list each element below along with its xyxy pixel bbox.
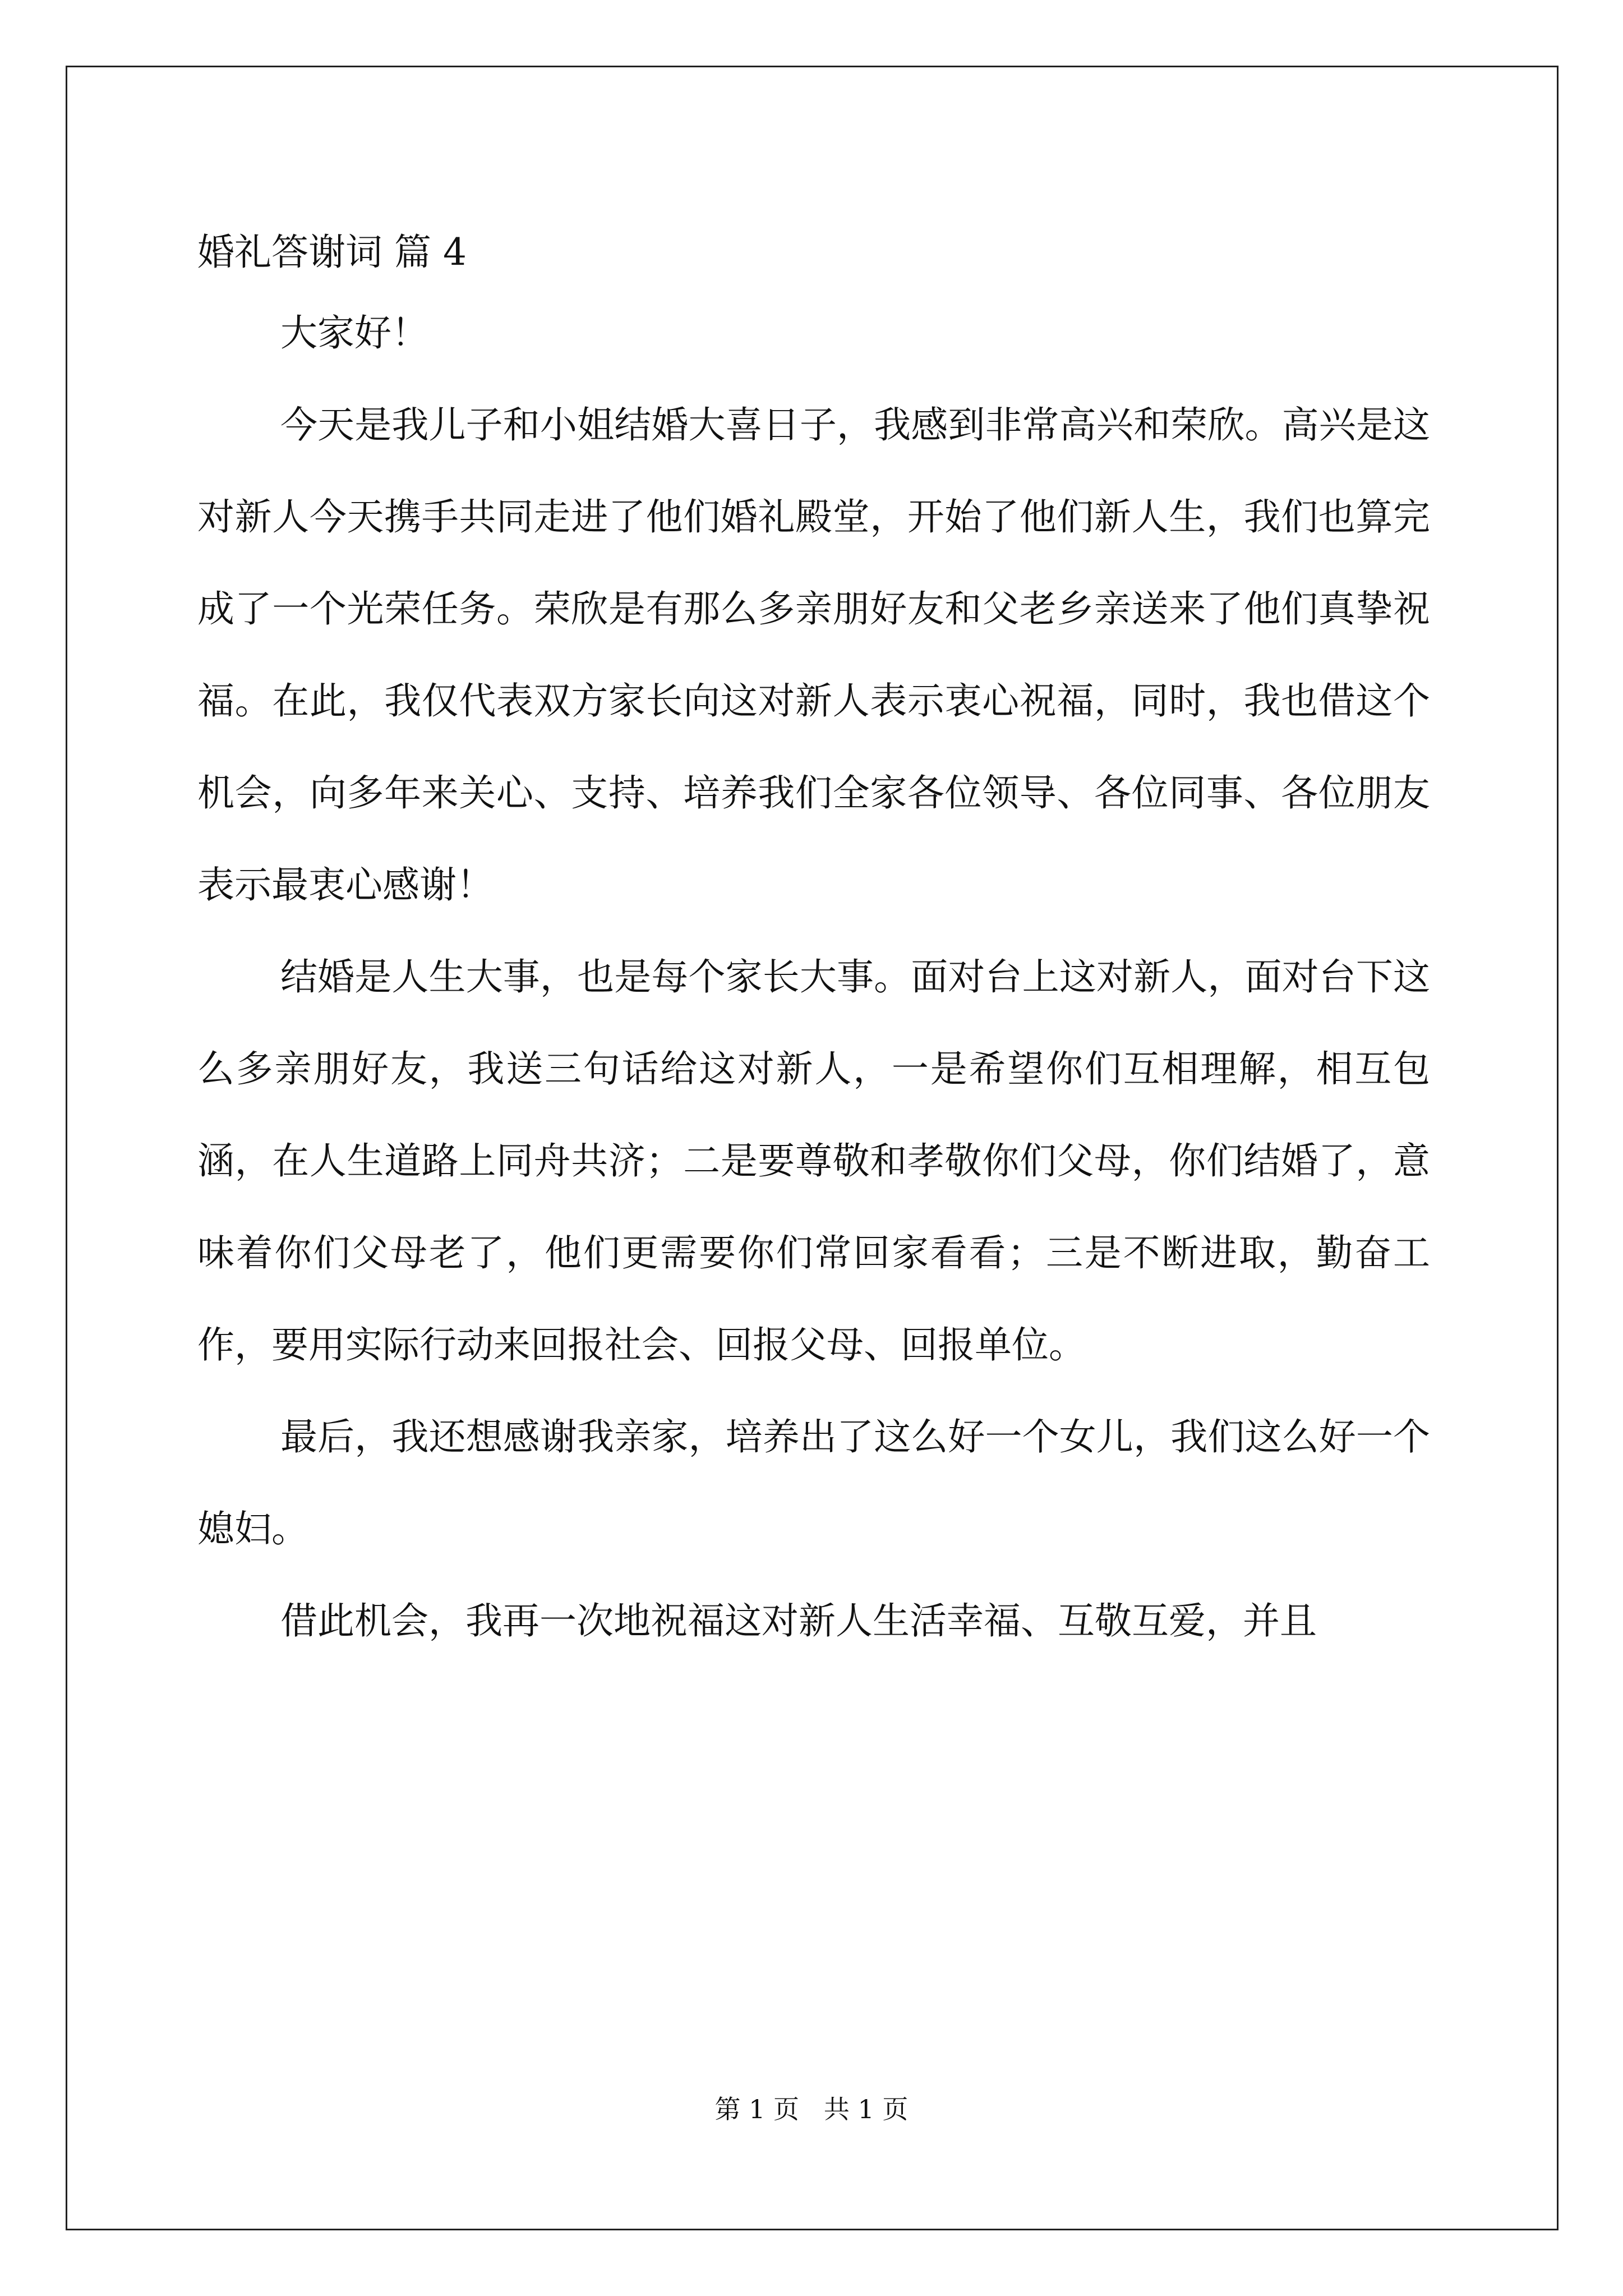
paragraph-in-laws: 最后，我还想感谢我亲家，培养出了这么好一个女儿，我们这么好一个媳妇。 <box>197 1415 1430 1550</box>
paragraph-blessing: 借此机会，我再一次地祝福这对新人生活幸福、互敬互爱，并且 <box>280 1599 1317 1642</box>
paragraph-advice: 结婚是人生大事，也是每个家长大事。面对台上这对新人，面对台下这么多亲朋好友，我送三句话给这对新人，一是希望你们互相理解，相互包涵，在人生道路上同舟共济；二是要尊敬和孝敬你们父母，你们结婚了，意味着你们父母老了，他们更需要你们常回家看看；三是不断进取，勤奋工作，要用实际行动来回报社会、回报父母、回报单位。 <box>197 955 1430 1366</box>
page-number-footer: 第 1 页 共 1 页 <box>714 2094 909 2124</box>
document-body <box>197 287 1430 1667</box>
paragraph-greeting: 大家好！ <box>280 311 428 355</box>
document-title: 婚礼答谢词 篇 4 <box>197 231 467 274</box>
paragraph-thanks: 今天是我儿子和小姐结婚大喜日子，我感到非常高兴和荣欣。高兴是这对新人今天携手共同走进了他们婚礼殿堂，开始了他们新人生，我们也算完成了一个光荣任务。荣欣是有那么多亲朋好友和父老乡亲送来了他们真挚祝福。在此，我仅代表双方家长向这对新人表示衷心祝福，同时，我也借这个机会，向多年来关心、支持、培养我们全家各位领导、各位同事、各位朋友表示最衷心感谢！ <box>197 403 1430 907</box>
